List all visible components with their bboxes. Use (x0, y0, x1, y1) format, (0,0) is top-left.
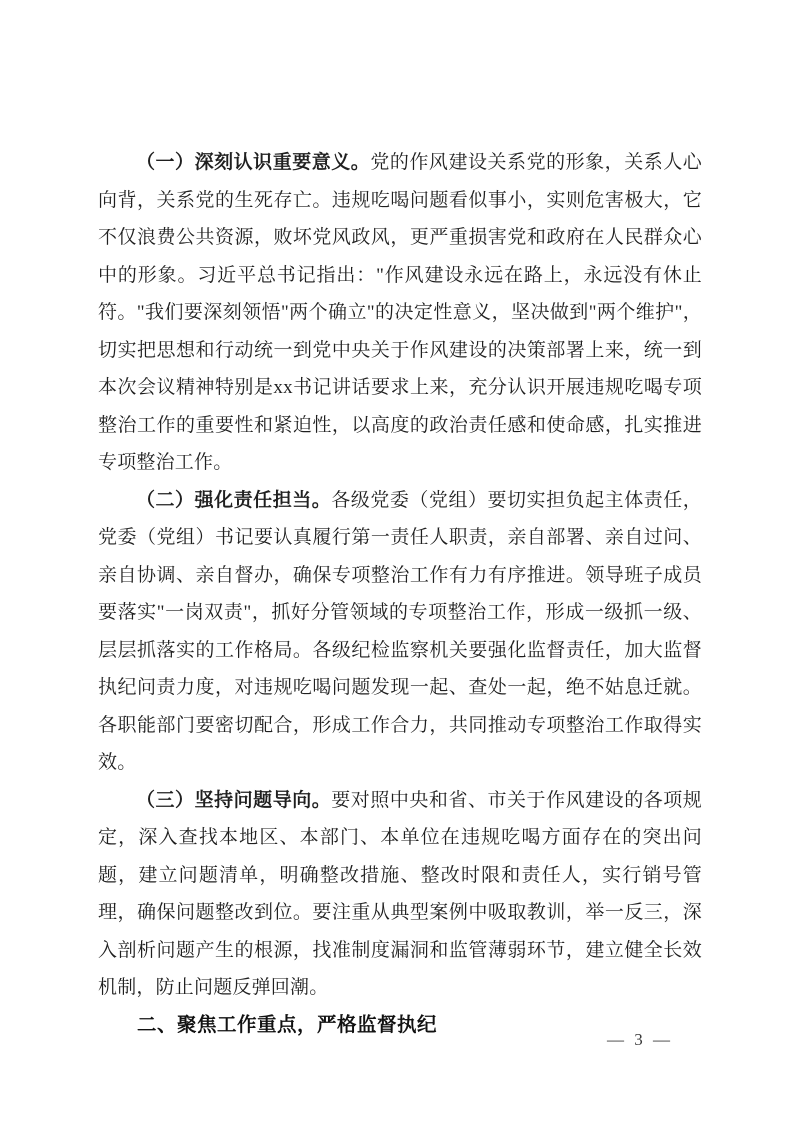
paragraph (98, 482, 702, 782)
paragraph-text: 各级党委（党组）要切实担负起主体责任，党委（党组）书记要认真履行第一责任人职责，亲自部署、亲自过问、亲自协调、亲自督办，确保专项整治工作有力有序推进。领导班子成员要落实"一岗双责"，抓好分管领域的专项整治工作，形成一级抓一级、层层抓落实的工作格局。各级纪检监察机关要强化监督责任，加大监督执纪问责力度，对违规吃喝问题发现一起、查处一起，绝不姑息迁就。各职能部门要密切配合，形成工作合力，共同推动专项整治工作取得实效。 (98, 489, 702, 773)
paragraph (98, 144, 702, 482)
paragraph-lead: （二）强化责任担当。 (136, 489, 332, 511)
paragraph-lead: （一）深刻认识重要意义。 (136, 152, 371, 173)
document-body (98, 144, 702, 1044)
paragraph (98, 782, 702, 1007)
page-number: — 3 — (607, 1030, 673, 1049)
paragraph-lead: （三）坚持问题导向。 (136, 789, 332, 811)
paragraph-text: 要对照中央和省、市关于作风建设的各项规定，深入查找本地区、本部门、本单位在违规吃喝方面存在的突出问题，建立问题清单，明确整改措施、整改时限和责任人，实行销号管理，确保问题整改到位。要注重从典型案例中吸取教训，举一反三，深入剖析问题产生的根源，找准制度漏洞和监管薄弱环节，建立健全长效机制，防止问题反弹回潮。 (98, 789, 702, 998)
paragraph-text: 党的作风建设关系党的形象，关系人心向背，关系党的生死存亡。违规吃喝问题看似事小，实则危害极大，它不仅浪费公共资源，败坏党风政风，更严重损害党和政府在人民群众心中的形象。习近平总书记指出："作风建设永远在路上，永远没有休止符。"我们要深刻领悟"两个确立"的决定性意义，坚决做到"两个维护"，切实把思想和行动统一到党中央关于作风建设的决策部署上来，统一到本次会议精神特别是xx书记讲话要求上来，充分认识开展违规吃喝专项整治工作的重要性和紧迫性，以高度的政治责任感和使命感，扎实推进专项整治工作。 (98, 152, 702, 473)
section-heading: 二、聚焦工作重点，严格监督执纪 (137, 1013, 438, 1036)
